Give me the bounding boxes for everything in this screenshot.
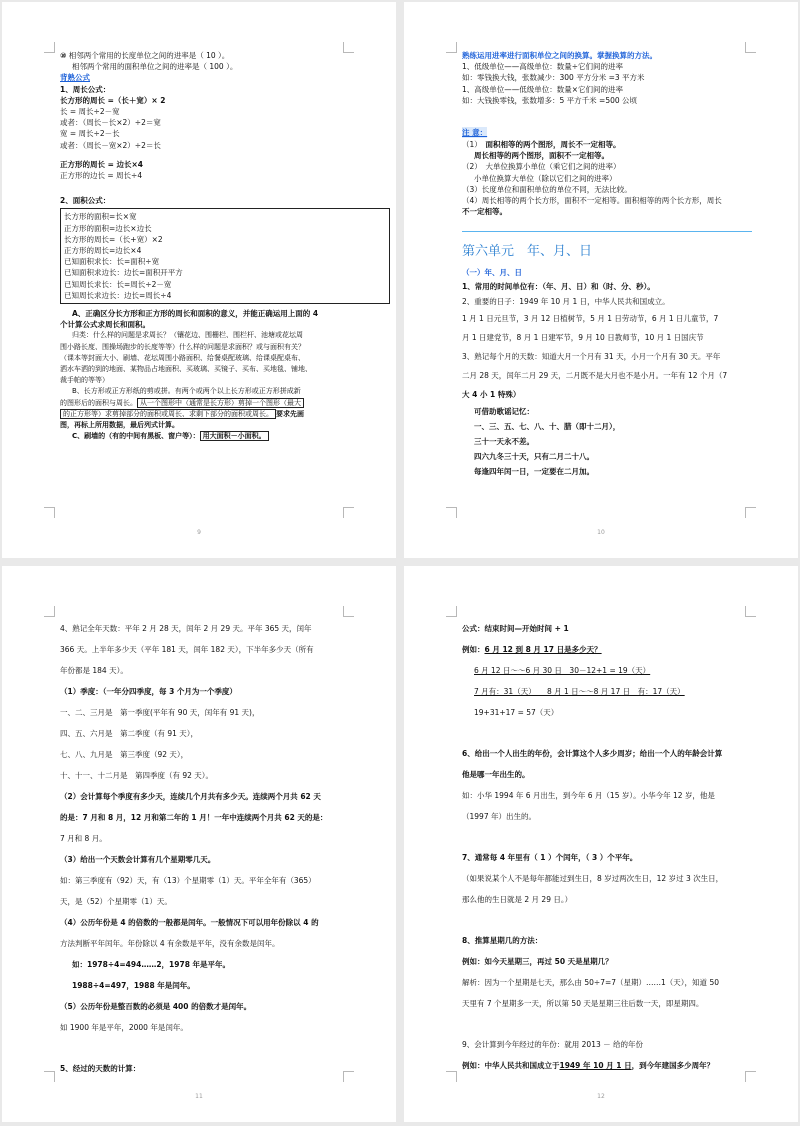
margin-mark bbox=[343, 606, 354, 617]
text-line: （2）会计算每个季度有多少天，连续几个月共有多少天。连续两个月共 62 天 bbox=[60, 792, 321, 801]
subheading: 1、周长公式： bbox=[60, 84, 111, 94]
text-line: 1、低级单位——高级单位：数量÷它们间的进率 bbox=[462, 62, 624, 72]
margin-mark bbox=[745, 1071, 756, 1082]
document-page-2 bbox=[404, 2, 798, 558]
unit-heading: 第六单元 年、月、日 bbox=[462, 231, 752, 259]
formula-line: 或者：（周长－宽×2）÷2＝长 bbox=[60, 140, 161, 150]
margin-mark bbox=[446, 42, 457, 53]
subheading: 2、面积公式： bbox=[60, 196, 111, 206]
text-line: 要求先画 bbox=[276, 409, 304, 418]
text-line: （5）公历年份是整百数的必须是 400 的倍数才是闰年。 bbox=[60, 1002, 252, 1011]
formula-line: 长方形的面积=长×宽 bbox=[64, 212, 137, 222]
text-line: 天里有 7 个星期多一天，所以第 50 天是星期三往后数一天，即星期四。 bbox=[462, 999, 704, 1008]
text-line: 9、会计算到今年经过的年份：就用 2013 － 给的年份 bbox=[462, 1040, 644, 1049]
text-line: 例如：如今天星期三，再过 50 天是星期几？ bbox=[462, 957, 613, 966]
text-line: 大 4 小 1 特殊） bbox=[462, 389, 521, 399]
margin-mark bbox=[44, 42, 55, 53]
text-line: C、刷墙的（有的中间有黑板、窗户等）： bbox=[72, 432, 200, 441]
formula-line: 正方形的边长 = 周长÷4 bbox=[60, 171, 143, 181]
text-line: （如果说某个人不是每年都能过到生日，8 岁过两次生日，12 岁过 3 次生日， bbox=[462, 874, 724, 883]
text-line: 如：零钱换大钱，张数减少：300 平方分米 =3 平方米 bbox=[462, 73, 645, 83]
page-1-body bbox=[60, 50, 390, 443]
text-line: ，到今年建国多少周年？ bbox=[631, 1061, 715, 1070]
poem-line: 四六九冬三十天，只有二月二十八。 bbox=[474, 451, 594, 461]
formula-line: 已知周长求边长：边长=周长÷4 bbox=[64, 290, 172, 300]
formula-line: 宽 = 周长÷2－长 bbox=[60, 129, 120, 139]
text-line: 月 1 日建党节，8 月 1 日建军节，9 月 10 日教师节，10 月 1 日国庆节 bbox=[462, 332, 704, 342]
section-heading: 熟练运用进率进行面积单位之间的换算。掌握换算的方法。 bbox=[462, 51, 657, 60]
text-line: 如：小华 1994 年 6 月出生，到今年 6 月（15 岁）。小华今年 12 岁，他是 bbox=[462, 791, 715, 800]
formula-line: 长方形的周长=（长+宽）×2 bbox=[64, 234, 163, 244]
text-line: 7、通常每 4 年里有（ 1 ）个闰年，（ 3 ）个平年。 bbox=[462, 853, 638, 862]
note-heading: 注 意： bbox=[462, 128, 488, 138]
formula-line: 正方形的面积=边长×边长 bbox=[64, 223, 152, 233]
text-line: 七、八、九月是 第三季度（92 天）， bbox=[60, 750, 189, 759]
text-line: 的是：7 月和 8 月，12 月和第二年的 1 月！一年中连续两个月共 62 天的是： bbox=[60, 813, 328, 822]
margin-mark bbox=[446, 606, 457, 617]
text-line: 天，是（52）个星期零（1）天。 bbox=[60, 897, 172, 906]
item-marker: （2） bbox=[462, 162, 479, 172]
page-number: 9 bbox=[197, 529, 201, 536]
text-line: 例如：中华人民共和国成立于 bbox=[462, 1061, 560, 1070]
page-3-body bbox=[60, 618, 327, 1079]
text-line: B、长方形或正方形纸的剪或拼。有两个或两个以上长方形或正方形拼成新 bbox=[72, 387, 301, 396]
formula-line: 正方形的周长 = 边长×4 bbox=[60, 159, 144, 169]
text-line: 可借助歌谣记忆： bbox=[474, 406, 534, 416]
text-line: 1949 年 10 月 1 日 bbox=[559, 1061, 632, 1070]
formula-line: 已知面积求边长：边长=面积开平方 bbox=[64, 268, 183, 278]
formula-line: 正方形的周长=边长×4 bbox=[64, 246, 142, 256]
text-line: （课本等封面大小、刷墙、花坛周围小路面积、给餐桌配玻璃、给课桌配桌布、 bbox=[60, 353, 305, 362]
text-line: 1988÷4=497，1988 年是闰年。 bbox=[72, 981, 195, 990]
section-heading: （一）年、月、日 bbox=[462, 268, 522, 278]
text-line: （1）季度：（一年分四季度，每 3 个月为一个季度） bbox=[60, 687, 237, 696]
text-line: 1 月 1 日元旦节，3 月 12 日植树节，5 月 1 日劳动节，6 月 1 日儿童节，7 bbox=[462, 313, 719, 323]
text-line: 裁手帕的等等） bbox=[60, 376, 109, 385]
formula-line: 已知面积求长：长=面积÷宽 bbox=[64, 257, 160, 267]
text-line: 4、熟记全年天数：平年 2 月 28 天，闰年 2 月 29 天。平年 365 天，闰年 bbox=[60, 624, 312, 633]
poem-line: 一、三、五、七、八、十、腊（即十二月）， bbox=[474, 421, 621, 431]
text-line: 8、推算星期几的方法： bbox=[462, 936, 543, 945]
page-2-body bbox=[462, 50, 752, 479]
section-heading: 背熟公式 bbox=[60, 73, 90, 83]
margin-mark bbox=[44, 1071, 55, 1082]
page-number: 11 bbox=[195, 1093, 203, 1100]
text-line: 不一定相等。 bbox=[462, 207, 507, 217]
margin-mark bbox=[446, 507, 457, 518]
text-line: 如：1978÷4=494……2，1978 年是平年。 bbox=[72, 960, 231, 969]
boxed-text: 从一个图形中（通常是长方形）剪掉一个图形（最大 bbox=[137, 398, 304, 408]
document-page-4 bbox=[404, 566, 798, 1122]
margin-mark bbox=[44, 507, 55, 518]
text-line: 6 月 12 日～～6 月 30 日 30－12+1 = 19（天） bbox=[474, 666, 651, 675]
text-line: 例如： bbox=[462, 645, 485, 654]
text-line: （4）周长相等的两个长方形，面积不一定相等。面积相等的两个长方形，周长 bbox=[462, 196, 722, 206]
text-line: 19+31+17 = 57（天） bbox=[474, 708, 559, 717]
text-line: 7 月有：31（天） 8 月 1 日～～8 月 17 日 有：17（天） bbox=[474, 687, 685, 696]
text-line: 366 天。上半年多少天（平年 181 天，闰年 182 天），下半年多少天（所有 bbox=[60, 645, 314, 654]
text-line: 面积相等的两个图形，周长不一定相等。 bbox=[485, 140, 621, 150]
text-line: 如 1900 年是平年，2000 年是闰年。 bbox=[60, 1023, 188, 1032]
text-line: 相邻两个常用的长度单位之间的进率是（ 10 ）。 bbox=[68, 51, 230, 60]
text-line: （1997 年）出生的。 bbox=[462, 812, 536, 821]
text-line: 相邻两个常用的面积单位之间的进率是（ 100 ）。 bbox=[72, 62, 238, 72]
document-page-3 bbox=[2, 566, 396, 1122]
text-line: 他是哪一年出生的。 bbox=[462, 770, 530, 779]
text-line: 二月 28 天，闰年二月 29 天，二月既不是大月也不是小月。一年有 12 个月（7 bbox=[462, 370, 728, 380]
text-line: 周长相等的两个图形，面积不一定相等。 bbox=[474, 151, 609, 161]
text-line: 1、常用的时间单位有：（年、月、日）和（时、分、秒）。 bbox=[462, 281, 655, 291]
poem-line: 三十一天永不差。 bbox=[474, 436, 534, 446]
formula-line: 长 = 周长÷2－宽 bbox=[60, 107, 120, 117]
text-line: 那么他的生日就是 2 月 29 日。） bbox=[462, 895, 573, 904]
text-line: 6、给出一个人出生的年份，会计算这个人多少周岁；给出一个人的年龄会计算 bbox=[462, 749, 723, 758]
text-line: 个计算公式求周长和面积。 bbox=[60, 320, 150, 330]
formula-line: 已知周长求长：长=周长÷2－宽 bbox=[64, 279, 172, 289]
text-line: 7 月和 8 月。 bbox=[60, 834, 107, 843]
text-line: 四、五、六月是 第二季度（有 91 天）， bbox=[60, 729, 199, 738]
text-line: 2、重要的日子：1949 年 10 月 1 日，中华人民共和国成立。 bbox=[462, 296, 670, 306]
margin-mark bbox=[745, 606, 756, 617]
text-line: 围小路长度、围操场跑步的长度等等）什么样的问题是求面积？或与面积有关？ bbox=[60, 342, 305, 351]
text-line: 的图形后的面积与周长。 bbox=[60, 398, 137, 407]
document-page-1 bbox=[2, 2, 396, 558]
margin-mark bbox=[343, 1071, 354, 1082]
text-line: （3）长度单位和面积单位的单位不同，无法比较。 bbox=[462, 184, 632, 194]
text-line: 1、高级单位——低级单位：数量×它们间的进率 bbox=[462, 84, 624, 94]
margin-mark bbox=[44, 606, 55, 617]
page-4-body bbox=[462, 618, 723, 1076]
text-line: 6 月 12 到 8 月 17 日是多少天？ bbox=[484, 645, 602, 654]
text-line: （3）给出一个天数会计算有几个星期零几天。 bbox=[60, 855, 216, 864]
formula-line: 或者：（周长－长×2）÷2＝宽 bbox=[60, 118, 161, 128]
page-number: 10 bbox=[597, 529, 605, 536]
text-line: 十、十一、十二月是 第四季度（有 92 天）。 bbox=[60, 771, 214, 780]
text-line: 公式：结束时间—开始时间 + 1 bbox=[462, 624, 569, 633]
formula-box bbox=[60, 208, 390, 304]
boxed-text: 的正方形等）求剪掉部分的面积或周长、求剩下部分的面积或周长。 bbox=[60, 409, 276, 419]
text-line: 小单位换算大单位（除以它们之间的进率） bbox=[474, 173, 617, 183]
poem-line: 每逢四年闰一日，一定要在二月加。 bbox=[474, 466, 594, 476]
item-marker: （1） bbox=[462, 140, 479, 150]
formula-line: 长方形的周长 =（长＋宽）× 2 bbox=[60, 95, 166, 105]
text-line: 解析：因为一个星期是七天，那么由 50÷7=7（星期）……1（天），知道 50 bbox=[462, 978, 719, 987]
text-line: 年份都是 184 天）。 bbox=[60, 666, 128, 675]
margin-mark bbox=[446, 1071, 457, 1082]
boxed-text: 用大面积－小面积。 bbox=[200, 431, 269, 441]
margin-mark bbox=[343, 507, 354, 518]
text-line: 图，再标上所用数据，最后列式计算。 bbox=[60, 421, 179, 430]
text-line: 5、经过的天数的计算： bbox=[60, 1064, 141, 1073]
text-line: 归类：什么样的问题是求周长？（镶花边、围栅栏、围栏杆、池塘或花坛周 bbox=[72, 331, 303, 340]
text-line: 洒水车洒的到的地面、某物品占地面积、买玻璃、买镜子、买布、买地毯、铺地、 bbox=[60, 365, 312, 374]
text-line: （4）公历年份是 4 的倍数的一般都是闰年。一般情况下可以用年份除以 4 的 bbox=[60, 918, 319, 927]
text-line: A、正确区分长方形和正方形的周长和面积的意义，并能正确运用上面的 4 bbox=[72, 309, 319, 319]
text-line: 一、二、三月是 第一季度(平年有 90 天，闰年有 91 天)， bbox=[60, 708, 260, 717]
text-line: 大单位换算小单位（乘它们之间的进率） bbox=[485, 162, 621, 172]
text-line: 如：第三季度有（92）天，有（13）个星期零（1）天。平年全年有（365） bbox=[60, 876, 316, 885]
item-marker: ⑩ bbox=[60, 51, 67, 60]
page-number: 12 bbox=[597, 1093, 605, 1100]
text-line: 如：大钱换零钱，张数增多：5 平方千米 =500 公顷 bbox=[462, 95, 638, 105]
text-line: 方法判断平年闰年。年份除以 4 有余数是平年，没有余数是闰年。 bbox=[60, 939, 280, 948]
margin-mark bbox=[745, 507, 756, 518]
text-line: 3、熟记每个月的天数：知道大月一个月有 31 天，小月一个月有 30 天。平年 bbox=[462, 351, 721, 361]
